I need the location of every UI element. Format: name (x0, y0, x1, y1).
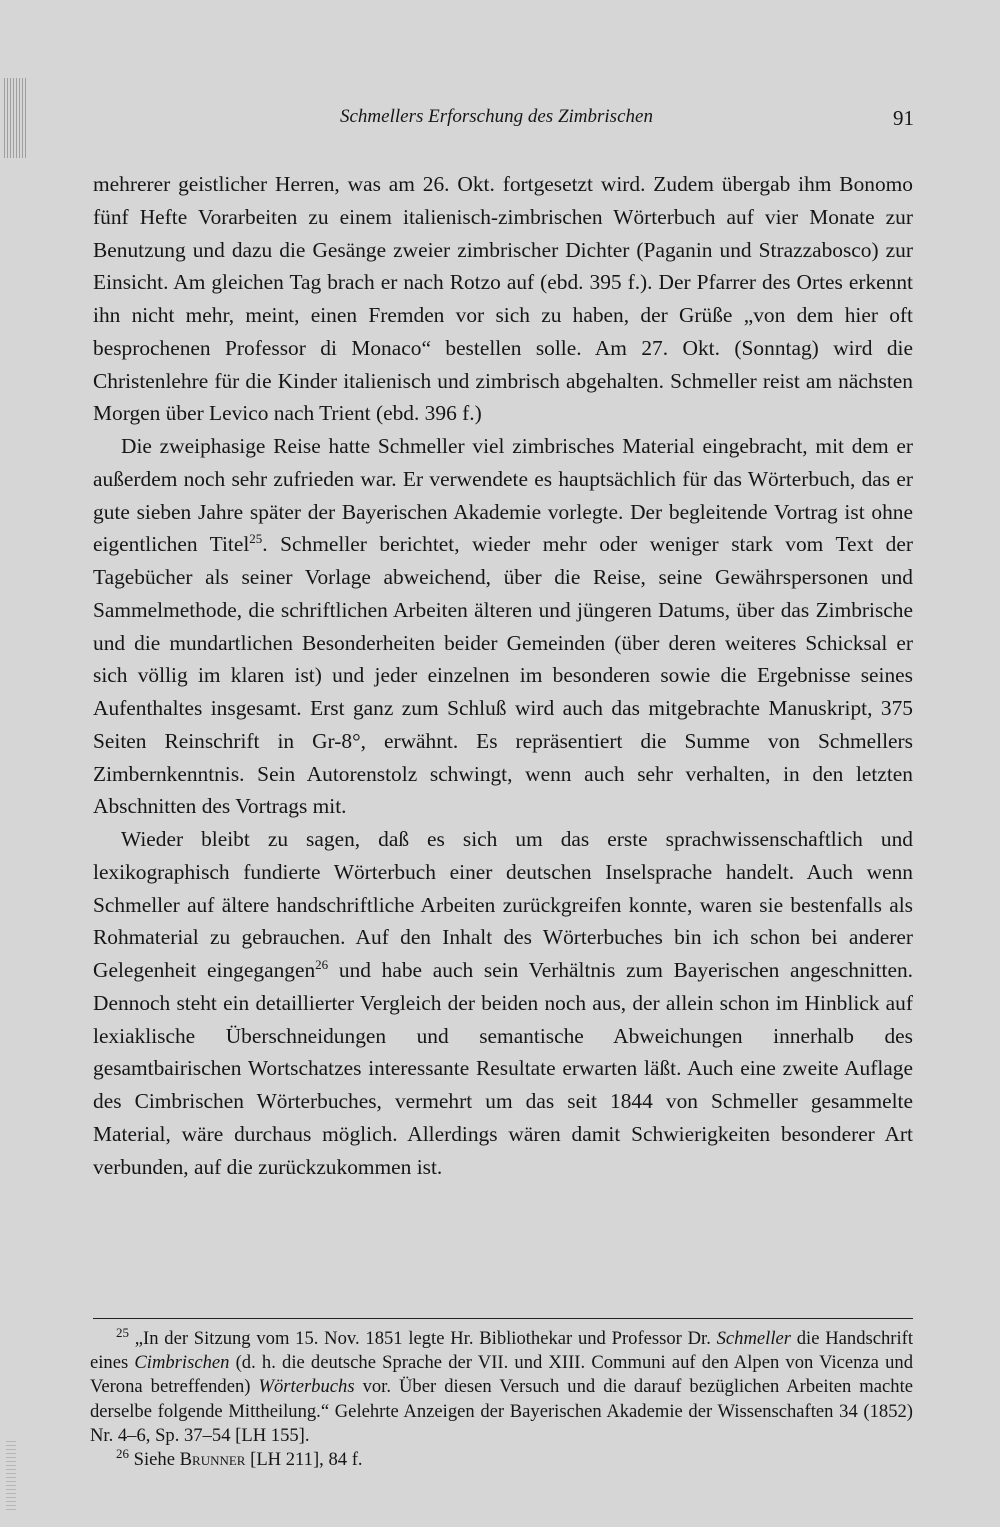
footnote-number: 26 (116, 1445, 129, 1461)
footnote-ref-26: 26 (315, 956, 329, 972)
footnote-26: $^{26}$ Siehe Brunner [LH 211], 84 f. (116, 1445, 363, 1471)
footnote-number: 25 (116, 1324, 129, 1340)
paragraph-3: Wieder bleibt zu sagen, daß es sich um das erste sprachwissenschaftlich und lexikographisch fundierte Wörterbuch einer deutschen Inselsprache handelt. Auch wenn Schmeller auf ältere handschriftliche Arbeiten zurückgreifen konnte, waren sie bestenfalls als Rohmaterial zu gebrauchen. Auf den Inhalt des Wörterbuches bin ich schon bei anderer Gelegenheit eingegangen$^{26}$ und habe auch sein Verhältnis zum Bayerischen angeschnitten. Dennoch steht ein detaillierter Vergleich der beiden noch aus, der allein schon im Hinblick auf lexiaklische Überschneidungen und semantische Abweichungen innerhalb des gesamtbairischen Wortschatzes interessante Resultate erwarten läßt. Auch eine zweite Auflage des Cimbrischen Wörterbuches, vermehrt um das seit 1844 von Schmeller gesammelte Material, wäre durchaus möglich. Allerdings wären damit Schwierigkeiten besonderer Art verbunden, auf die zurückzukommen ist. (93, 827, 914, 1179)
footnote-divider (93, 1318, 913, 1319)
main-text (93, 168, 913, 1183)
paragraph-1: mehrerer geistlicher Herren, was am 26. Okt. fortgesetzt wird. Zudem übergab ihm Bonomo fünf Hefte Vorarbeiten zu einem italienisch-zimbrischen Wörterbuch auf vier Monate zur Benutzung und dazu die Gesänge zweier zimbrischer Dichter (Paganin und Strazzabosco) zur Einsicht. Am gleichen Tag brach er nach Rotzo auf (ebd. 395 f.). Der Pfarrer des Ortes erkennt ihn nicht mehr, meint, einen Fremden vor sich zu haben, der Grüße „von dem hier oft besprochenen Professor di Monaco“ bestellen solle. Am 27. Okt. (Sonntag) wird die Christenlehre für die Kinder italienisch und zimbrisch abgehalten. Schmeller reist am nächsten Morgen über Levico nach Trient (ebd. 396 f.) (93, 172, 913, 426)
scan-edge-artifact (6, 1440, 16, 1510)
footnotes (90, 1324, 913, 1472)
footnote-ref-25: 25 (249, 531, 263, 547)
footnote-25: $^{25}$ „In der Sitzung vom 15. Nov. 1851 legte Hr. Bibliothekar und Professor Dr. Schmeller die Handschrift eines Cimbrischen (d. h. die deutsche Sprache der VII. und XIII. Communi auf den Alpen von Vicenza und Verona betreffenden) Wörterbuchs vor. Über diesen Versuch und die darauf bezüglichen Arbeiten machte derselbe folgende Mittheilung.“ Gelehrte Anzeigen der Bayerischen Akademie der Wissenschaften 34 (1852) Nr. 4–6, Sp. 37–54 [LH 155]. (90, 1324, 913, 1446)
running-title: Schmellers Erforschung des Zimbrischen (340, 106, 653, 127)
page-number: 91 (893, 106, 914, 130)
paragraph-2: Die zweiphasige Reise hatte Schmeller viel zimbrisches Material eingebracht, mit dem er außerdem noch sehr zufrieden war. Er verwendete es hauptsächlich für das Wörterbuch, das er gute sieben Jahre später der Bayerischen Akademie vorlegte. Der begleitende Vortrag ist ohne eigentlichen Titel$^{25}$. Schmeller berichtet, wieder mehr oder weniger stark vom Text der Tagebücher als seiner Vorlage abweichend, über die Reise, seine Gewährspersonen und Sammelmethode, die schriftlichen Arbeiten älteren und jüngeren Datums, über das Zimbrische und die mundartlichen Besonderheiten beider Gemeinden (über deren weiteres Schicksal er sich völlig im klaren ist) und jeder einzelnen im besonderen sowie die Ergebnisse seines Aufenthaltes insgesamt. Erst ganz zum Schluß wird auch das mitgebrachte Manuskript, 375 Seiten Reinschrift in Gr-8°, erwähnt. Es repräsentiert die Summe von Schmellers Zimbernkenntnis. Sein Autorenstolz schwingt, wenn auch sehr verhalten, in den letzten Abschnitten des Vortrags mit. (93, 434, 913, 819)
scan-binding-artifact (4, 78, 28, 158)
